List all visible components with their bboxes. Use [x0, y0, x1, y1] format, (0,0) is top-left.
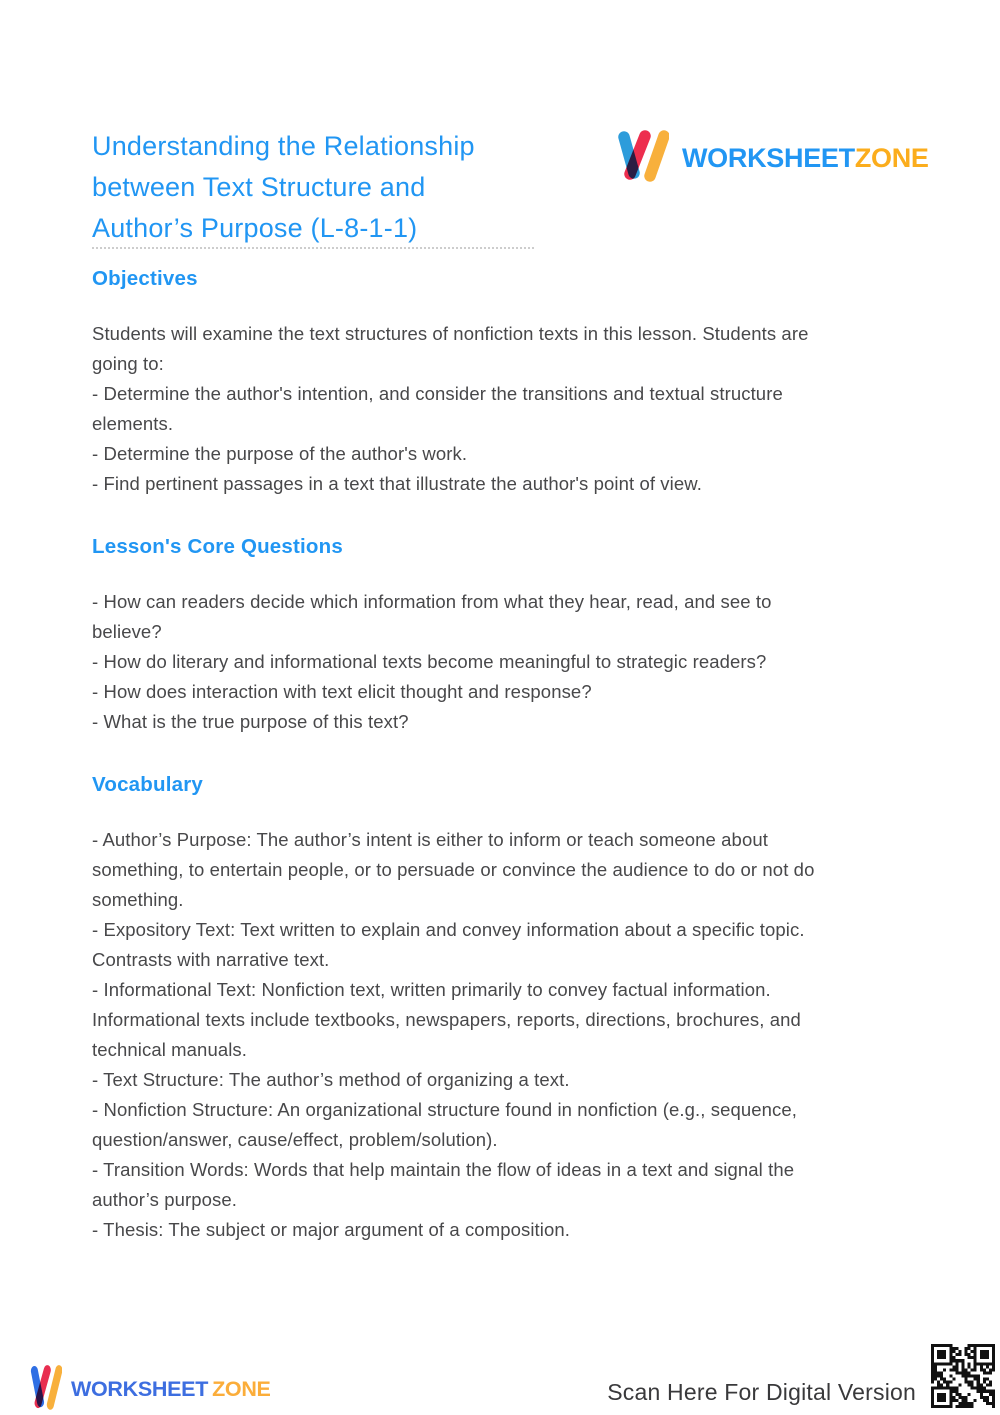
- text-line: - Author’s Purpose: The author’s intent is either to inform or teach someone about: [92, 829, 768, 850]
- title-divider: [92, 247, 534, 249]
- objectives-heading: Objectives: [92, 267, 198, 290]
- logo-word-worksheet: WORKSHEET: [682, 142, 855, 173]
- text-line: something.: [92, 889, 184, 910]
- text-line: Understanding the Relationship: [92, 131, 475, 161]
- text-line: - How do literary and informational texts become meaningful to strategic readers?: [92, 651, 767, 672]
- footer-logo-word-worksheet: WORKSHEET: [71, 1377, 209, 1401]
- text-line: - How can readers decide which information from what they hear, read, and see to: [92, 591, 772, 612]
- logo-word-zone: ZONE: [854, 142, 929, 173]
- core-questions-text: [92, 587, 892, 737]
- vocabulary-text: [92, 825, 892, 1245]
- text-line: - Nonfiction Structure: An organizational structure found in nonfiction (e.g., sequence,: [92, 1099, 798, 1120]
- core-questions-heading: Lesson's Core Questions: [92, 535, 343, 558]
- text-line: elements.: [92, 413, 174, 434]
- logo-wordmark: [682, 143, 929, 174]
- text-line: author’s purpose.: [92, 1189, 238, 1210]
- text-line: technical manuals.: [92, 1039, 248, 1060]
- text-line: - How does interaction with text elicit thought and response?: [92, 681, 592, 702]
- page-title: [92, 126, 562, 249]
- text-line: - Expository Text: Text written to explain and convey information about a specific topic.: [92, 919, 805, 940]
- text-line: between Text Structure and: [92, 172, 426, 202]
- worksheetzone-logo: [607, 129, 929, 187]
- objectives-text: [92, 319, 892, 499]
- scan-here-label: Scan Here For Digital Version: [607, 1379, 916, 1405]
- qr-code: [929, 1342, 997, 1410]
- text-line: going to:: [92, 353, 164, 374]
- text-line: believe?: [92, 621, 162, 642]
- text-line: Contrasts with narrative text.: [92, 949, 330, 970]
- text-line: something, to entertain people, or to persuade or convince the audience to do or not do: [92, 859, 815, 880]
- text-line: - Determine the purpose of the author's work.: [92, 443, 468, 464]
- text-line: - Determine the author's intention, and consider the transitions and textual structure: [92, 383, 783, 404]
- w-logo-icon: [607, 129, 669, 187]
- text-line: question/answer, cause/effect, problem/solution).: [92, 1129, 498, 1150]
- text-line: - Informational Text: Nonfiction text, written primarily to convey factual information.: [92, 979, 771, 1000]
- text-line: - Transition Words: Words that help maintain the flow of ideas in a text and signal the: [92, 1159, 795, 1180]
- text-line: - Thesis: The subject or major argument of a composition.: [92, 1219, 571, 1240]
- text-line: Students will examine the text structures of nonfiction texts in this lesson. Students are: [92, 323, 809, 344]
- footer-logo-word-zone: ZONE: [212, 1377, 271, 1401]
- text-line: - What is the true purpose of this text?: [92, 711, 409, 732]
- vocabulary-heading: Vocabulary: [92, 773, 203, 796]
- text-line: Informational texts include textbooks, newspapers, reports, directions, brochures, and: [92, 1009, 801, 1030]
- text-line: - Text Structure: The author’s method of organizing a text.: [92, 1069, 570, 1090]
- text-line: - Find pertinent passages in a text that illustrate the author's point of view.: [92, 473, 702, 494]
- text-line: Author’s Purpose (L-8-1-1): [92, 213, 418, 243]
